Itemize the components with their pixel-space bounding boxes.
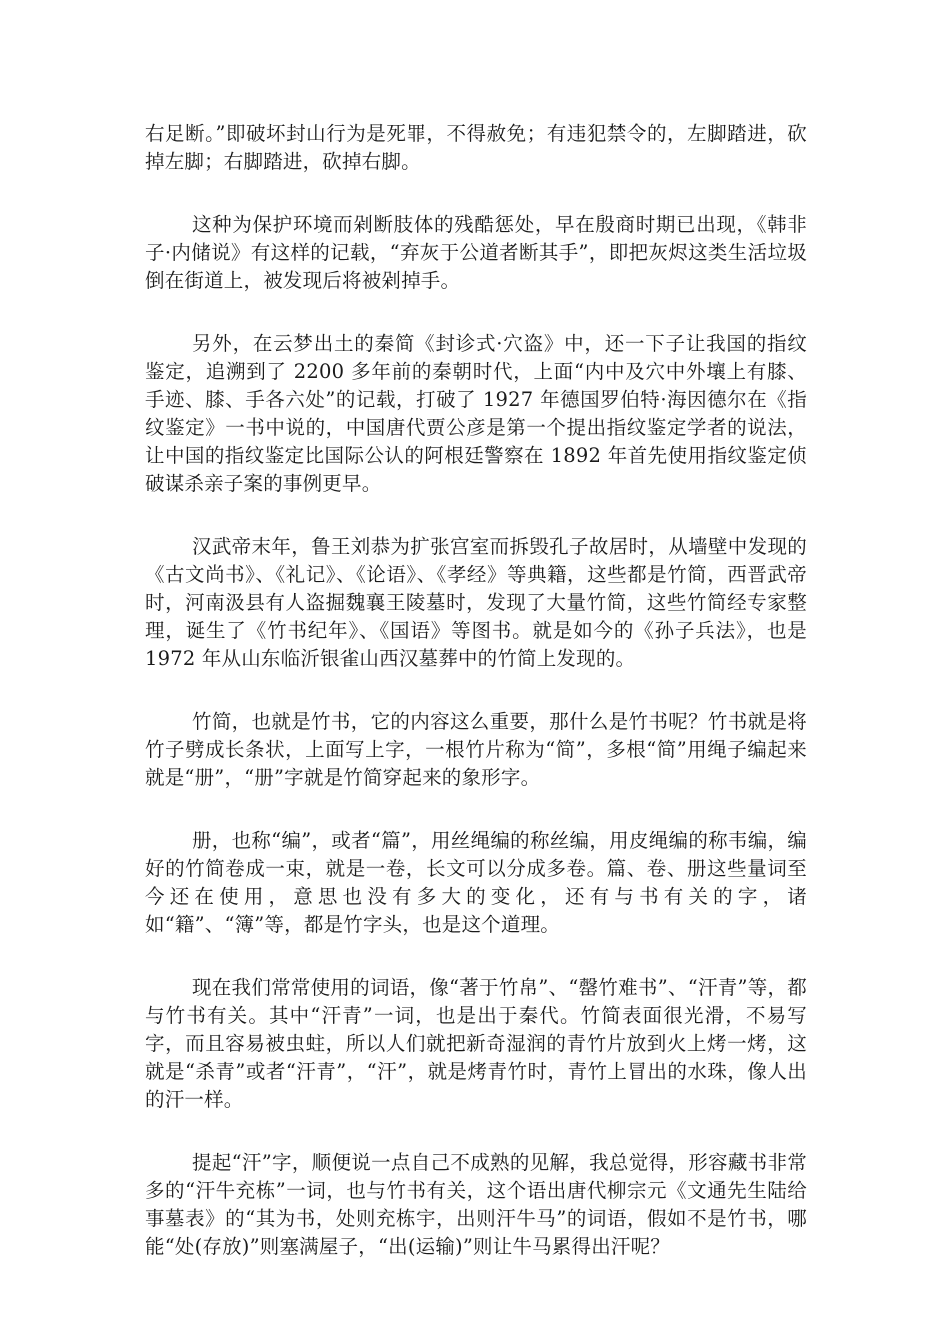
paragraph-6: 册，也称“编”，或者“篇”，用丝绳编的称丝编，用皮绳编的称韦编，编好的竹简卷成一束，就是一卷，长文可以分成多卷。篇、卷、册这些量词至今还在使用，意思也没有多大的变化，还有与书有关的字，诸如“籍”、“簿”等，都是竹字头，也是这个道理。 [145, 829, 807, 936]
paragraph-2: 这种为保护环境而剁断肢体的残酷惩处，早在殷商时期已出现，《韩非子·内储说》有这样的记载，“弃灰于公道者断其手”，即把灰烬这类生活垃圾倒在街道上，被发现后将被剁掉手。 [145, 213, 807, 292]
paragraph-1: 右足断。”即破坏封山行为是死罪，不得赦免；有违犯禁令的，左脚踏进，砍掉左脚；右脚踏进，砍掉右脚。 [145, 122, 807, 173]
paragraph-7: 现在我们常常使用的词语，像“著于竹帛”、“罄竹难书”、“汗青”等，都与竹书有关。其中“汗青”一词，也是出于秦代。竹简表面很光滑，不易写字，而且容易被虫蛀，所以人们就把新奇湿润的青竹片放到火上烤一烤，这就是“杀青”或者“汗青”，“汗”，就是烤青竹时，青竹上冒出的水珠，像人出的汗一样。 [145, 976, 807, 1111]
paragraph-4: 汉武帝末年，鲁王刘恭为扩张宫室而拆毁孔子故居时，从墙壁中发现的《古文尚书》、《礼记》、《论语》、《孝经》等典籍，这些都是竹简，西晋武帝时，河南汲县有人盗掘魏襄王陵墓时，发现了大量竹简，这些竹简经专家整理，诞生了《竹书纪年》、《国语》等图书。就是如今的《孙子兵法》，也是 1972 年从山东临沂银雀山西汉墓葬中的竹简上发现的。 [145, 535, 807, 670]
paragraph-8: 提起“汗”字，顺便说一点自己不成熟的见解，我总觉得，形容藏书非常多的“汗牛充栋”一词，也与竹书有关，这个语出唐代柳宗元《文通先生陆给事墓表》的“其为书，处则充栋宇，出则汗牛马”的词语，假如不是竹书，哪能“处(存放)”则塞满屋子，“出(运输)”则让牛马累得出汗呢？ [145, 1151, 807, 1258]
paragraph-3: 另外，在云梦出土的秦简《封诊式·穴盗》中，还一下子让我国的指纹鉴定，追溯到了 2200 多年前的秦朝时代，上面“内中及穴中外壤上有膝、手迹、膝、手各六处”的记载，打破了 1927 年德国罗伯特·海因德尔在《指纹鉴定》一书中说的，中国唐代贾公彦是第一个提出指纹鉴定学者的说法，让中国的指纹鉴定比国际公认的阿根廷警察在 1892 年首先使用指纹鉴定侦破谋杀亲子案的事例更早。 [145, 332, 807, 495]
paragraph-5: 竹简，也就是竹书，它的内容这么重要，那什么是竹书呢？竹书就是将竹子劈成长条状，上面写上字，一根竹片称为“简”，多根“简”用绳子编起来就是“册”，“册”字就是竹简穿起来的象形字。 [145, 710, 807, 789]
document-body [145, 120, 807, 1296]
